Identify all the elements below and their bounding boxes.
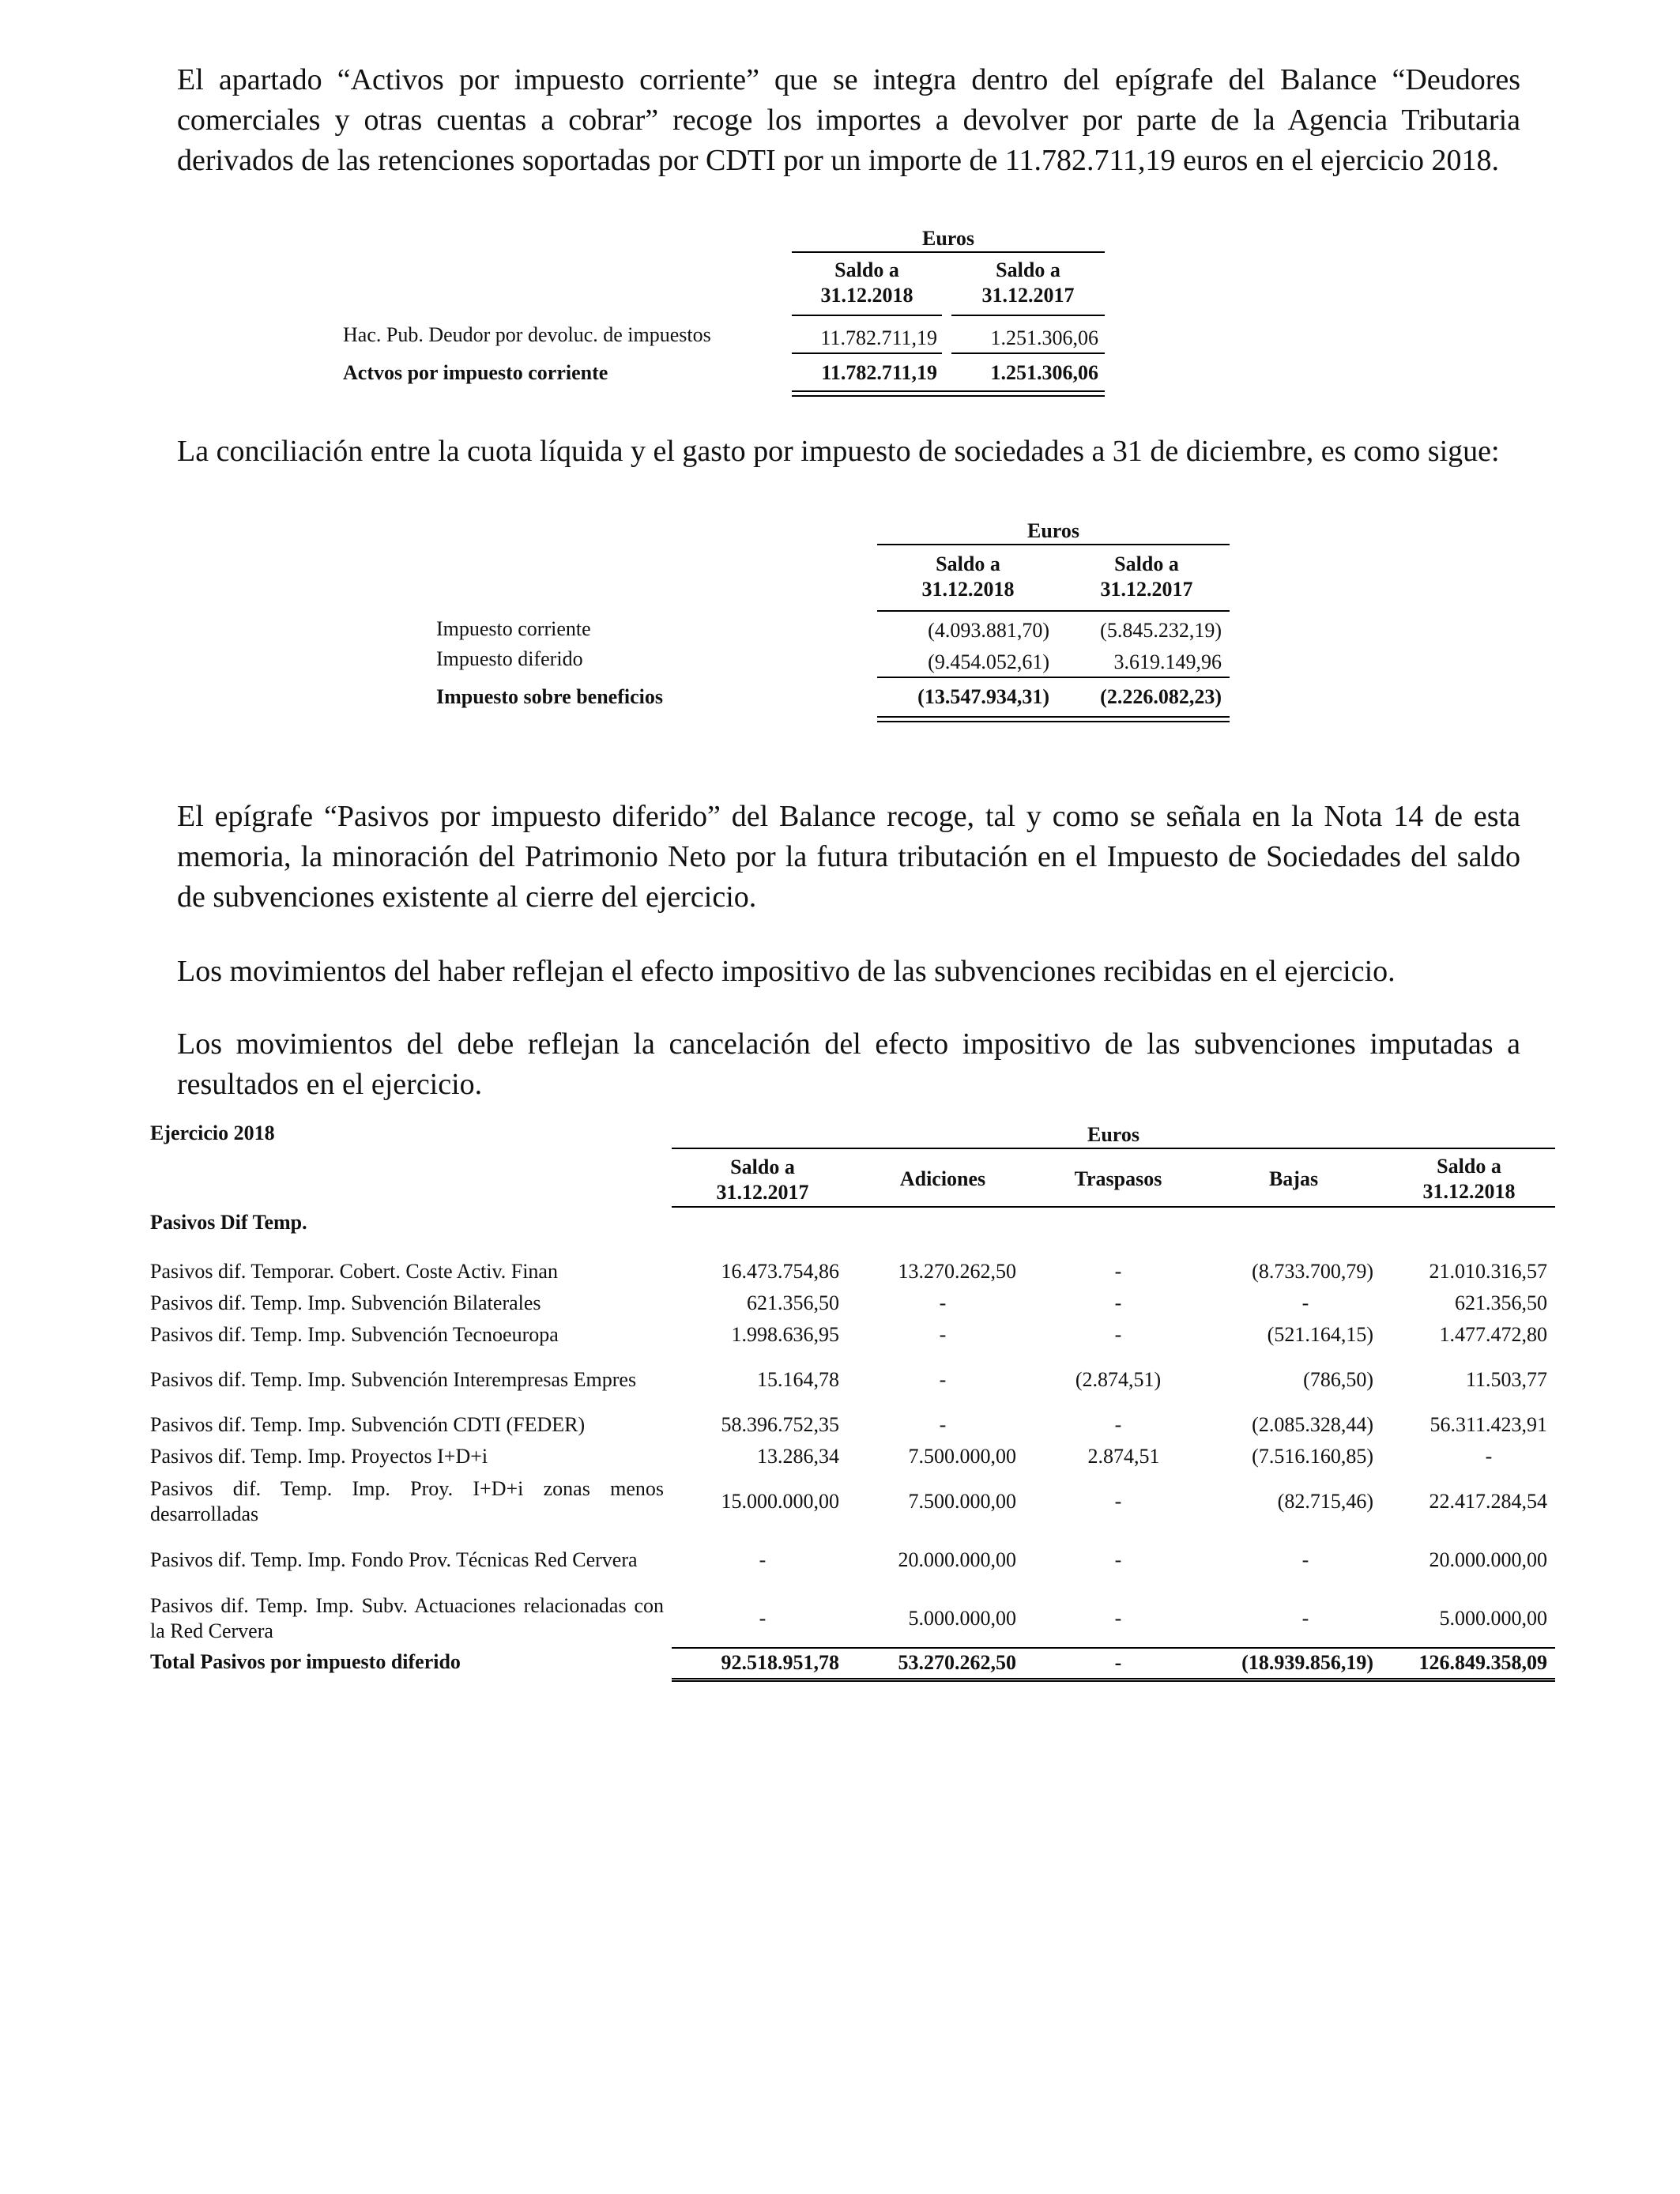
table3-cell-fin: 20.000.000,00 xyxy=(1429,1548,1547,1571)
table3-row-label: Pasivos dif. Temp. Imp. Subvención Tecnoeuropa xyxy=(150,1323,559,1346)
table3-cell-ini: 13.286,34 xyxy=(757,1445,839,1468)
table3-total-ini: 92.518.951,78 xyxy=(672,1648,853,1679)
table2-currency-header: Euros xyxy=(1027,519,1079,542)
table3-cell-adi: - xyxy=(939,1291,947,1314)
table3-cell-ini: 15.000.000,00 xyxy=(721,1490,839,1513)
table3-cell-adi: - xyxy=(939,1368,947,1391)
table2-total-2017: (2.226.082,23) xyxy=(1100,685,1222,708)
table3-row-label: Pasivos dif. Temp. Imp. Subv. Actuaciones relacionadas con la Red Cervera xyxy=(150,1594,664,1642)
table2-row-2017-1: (5.845.232,19) xyxy=(1100,619,1222,642)
table3-total-baj: (18.939.856,19) xyxy=(1204,1648,1383,1679)
table3-cell-tra: - xyxy=(1114,1291,1122,1314)
table3-total-adi: 53.270.262,50 xyxy=(853,1648,1032,1679)
paragraph-conciliacion: La conciliación entre la cuota líquida y el gasto por impuesto de sociedades a 31 de diciembre, es como sigue: xyxy=(177,435,1500,468)
table3-cell-tra: - xyxy=(1114,1323,1122,1346)
table2-total-label: Impuesto sobre beneficios xyxy=(436,685,663,708)
table3-total-fin: 126.849.358,09 xyxy=(1383,1648,1555,1679)
table3-cell-adi: - xyxy=(939,1413,947,1436)
table3-title: Ejercicio 2018 xyxy=(150,1122,275,1144)
table-pasivos-diferido xyxy=(150,1152,1555,1682)
table3-cell-adi: - xyxy=(939,1323,947,1346)
table3-cell-baj: - xyxy=(1301,1291,1309,1314)
table1-total-label: Actvos por impuesto corriente xyxy=(343,361,608,384)
table3-cell-fin: 22.417.284,54 xyxy=(1429,1490,1547,1513)
table3-row-label: Pasivos dif. Temp. Imp. Proyectos I+D+i xyxy=(150,1445,488,1468)
table-row xyxy=(150,1287,1555,1319)
table3-row-label: Pasivos dif. Temp. Imp. Proy. I+D+i zonas menos desarrolladas xyxy=(150,1477,664,1525)
table1-subheader-rule-1 xyxy=(792,315,942,316)
table2-double-rule xyxy=(877,716,1230,722)
table1-col-2018-header: Saldo a 31.12.2018 xyxy=(820,258,913,307)
table2-row-2018-1: (4.093.881,70) xyxy=(928,619,1049,642)
table3-cell-tra: (2.874,51) xyxy=(1075,1368,1162,1391)
table3-cell-baj: - xyxy=(1301,1548,1309,1571)
table-row xyxy=(150,1531,1555,1589)
table3-cell-fin: - xyxy=(1485,1445,1493,1468)
table1-total-rule-2 xyxy=(951,352,1105,354)
table-row xyxy=(150,1472,1555,1531)
table3-cell-ini: - xyxy=(672,1589,853,1648)
table3-row-label: Pasivos dif. Temporar. Cobert. Coste Activ. Finan xyxy=(150,1260,558,1283)
table3-row-label: Pasivos dif. Temp. Imp. Subvención Bilaterales xyxy=(150,1291,541,1314)
table2-col-2018-header: Saldo a 31.12.2018 xyxy=(921,552,1015,601)
table3-row-label: Pasivos dif. Temp. Imp. Subvención CDTI (FEDER) xyxy=(150,1413,586,1436)
table-row xyxy=(150,1441,1555,1472)
table3-cell-fin: 1.477.472,80 xyxy=(1439,1323,1547,1346)
table3-total-label: Total Pasivos por impuesto diferido xyxy=(150,1650,461,1673)
table-row xyxy=(150,1319,1555,1351)
table1-currency-header: Euros xyxy=(922,227,974,250)
table3-cell-ini: 15.164,78 xyxy=(757,1368,839,1391)
table3-total-row xyxy=(150,1648,1555,1679)
table2-row-label-2: Impuesto diferido xyxy=(436,647,583,670)
table3-total-tra: - xyxy=(1032,1648,1204,1679)
table1-header-rule xyxy=(792,251,1105,253)
table1-total-rule-1 xyxy=(792,352,942,354)
table2-total-rule xyxy=(877,677,1230,678)
table1-row-label: Hac. Pub. Deudor por devoluc. de impuestos xyxy=(343,323,711,346)
table3-cell-adi: 20.000.000,00 xyxy=(898,1548,1016,1571)
table3-cell-fin: 11.503,77 xyxy=(1465,1368,1547,1391)
paragraph-movimientos-haber: Los movimientos del haber reflejan el efecto impositivo de las subvenciones recibidas en el ejercicio. xyxy=(177,955,1396,988)
table2-header-rule xyxy=(877,544,1230,545)
table3-header-rule xyxy=(672,1148,1555,1149)
table3-cell-baj: (82.715,46) xyxy=(1277,1490,1373,1513)
paragraph-activos-corriente: El apartado “Activos por impuesto corriente” que se integra dentro del epígrafe del Balance “Deudores comerciales y otras cuentas a cobrar” recoge los importes a devolver por parte de la Agencia Tributaria derivados de las retenciones soportadas por CDTI por un importe de 11.782.711,19 euros en el ejercicio 2018. xyxy=(177,63,1520,177)
table3-cell-baj: (521.164,15) xyxy=(1267,1323,1373,1346)
table3-cell-fin: 21.010.316,57 xyxy=(1429,1260,1547,1283)
table3-row-label: Pasivos dif. Temp. Imp. Fondo Prov. Técnicas Red Cervera xyxy=(150,1548,638,1571)
table3-cell-tra: - xyxy=(1114,1548,1122,1571)
table3-cell-adi: 7.500.000,00 xyxy=(908,1490,1016,1513)
table3-cell-fin: 621.356,50 xyxy=(1455,1291,1547,1314)
table-row xyxy=(150,1589,1555,1648)
table3-cell-adi: 13.270.262,50 xyxy=(898,1260,1016,1283)
table3-header-saldo-ini: Saldo a 31.12.2017 xyxy=(672,1152,853,1207)
table3-cell-tra: 2.874,51 xyxy=(1087,1445,1160,1468)
table1-total-2017: 1.251.306,06 xyxy=(990,361,1098,384)
table3-section-label: Pasivos Dif Temp. xyxy=(150,1211,307,1234)
table3-section-row xyxy=(150,1207,1555,1238)
table3-cell-adi: 5.000.000,00 xyxy=(853,1589,1032,1648)
table3-currency-header: Euros xyxy=(1087,1123,1139,1146)
table3-cell-tra: - xyxy=(1114,1490,1122,1513)
table3-cell-fin: 56.311.423,91 xyxy=(1430,1413,1547,1436)
table1-col-2017-header: Saldo a 31.12.2017 xyxy=(981,258,1075,307)
table3-header-traspasos: Traspasos xyxy=(1032,1152,1204,1207)
table2-row-2018-2: (9.454.052,61) xyxy=(928,650,1049,673)
table1-row-2017: 1.251.306,06 xyxy=(990,326,1098,349)
paragraph-movimientos-debe: Los movimientos del debe reflejan la cancelación del efecto impositivo de las subvenciones imputadas a resultados en el ejercicio. xyxy=(177,1027,1520,1101)
table3-cell-tra: - xyxy=(1114,1413,1122,1436)
table3-header-row xyxy=(150,1152,1555,1207)
table2-row-2017-2: 3.619.149,96 xyxy=(1113,650,1222,673)
table1-row-2018: 11.782.711,19 xyxy=(820,326,937,349)
table3-cell-baj: (786,50) xyxy=(1303,1368,1373,1391)
table-row xyxy=(150,1409,1555,1441)
table3-cell-baj: (7.516.160,85) xyxy=(1252,1445,1373,1468)
table3-cell-baj: (2.085.328,44) xyxy=(1252,1413,1373,1436)
table3-header-bajas: Bajas xyxy=(1204,1152,1383,1207)
table3-row-label: Pasivos dif. Temp. Imp. Subvención Interempresas Empres xyxy=(150,1368,637,1391)
table3-cell-ini: - xyxy=(759,1548,767,1571)
table2-total-2018: (13.547.934,31) xyxy=(917,685,1049,708)
table3-cell-adi: 7.500.000,00 xyxy=(908,1445,1016,1468)
table3-cell-fin: 5.000.000,00 xyxy=(1383,1589,1555,1648)
table1-subheader-rule-2 xyxy=(951,315,1105,316)
table3-cell-ini: 1.998.636,95 xyxy=(731,1323,839,1346)
table3-cell-baj: - xyxy=(1204,1589,1383,1648)
table2-row-label-1: Impuesto corriente xyxy=(436,617,591,640)
table1-total-2018: 11.782.711,19 xyxy=(821,361,937,384)
table3-cell-baj: (8.733.700,79) xyxy=(1252,1260,1373,1283)
table3-cell-ini: 621.356,50 xyxy=(747,1291,839,1314)
table3-cell-tra: - xyxy=(1114,1260,1122,1283)
table3-cell-ini: 58.396.752,35 xyxy=(721,1413,839,1436)
table-row xyxy=(150,1351,1555,1409)
paragraph-pasivos-diferido: El epígrafe “Pasivos por impuesto diferido” del Balance recoge, tal y como se señala en la Nota 14 de esta memoria, la minoración del Patrimonio Neto por la futura tributación en el Impuesto de Sociedades del saldo de subvenciones existente al cierre del ejercicio. xyxy=(177,800,1520,914)
table2-col-2017-header: Saldo a 31.12.2017 xyxy=(1100,552,1193,601)
table2-subheader-rule xyxy=(877,610,1230,612)
table1-double-rule xyxy=(792,390,1105,397)
table3-header-saldo-fin: Saldo a 31.12.2018 xyxy=(1383,1152,1555,1207)
table-row xyxy=(150,1256,1555,1287)
table3-header-adiciones: Adiciones xyxy=(853,1152,1032,1207)
table3-cell-tra: - xyxy=(1032,1589,1204,1648)
table3-cell-ini: 16.473.754,86 xyxy=(721,1260,839,1283)
